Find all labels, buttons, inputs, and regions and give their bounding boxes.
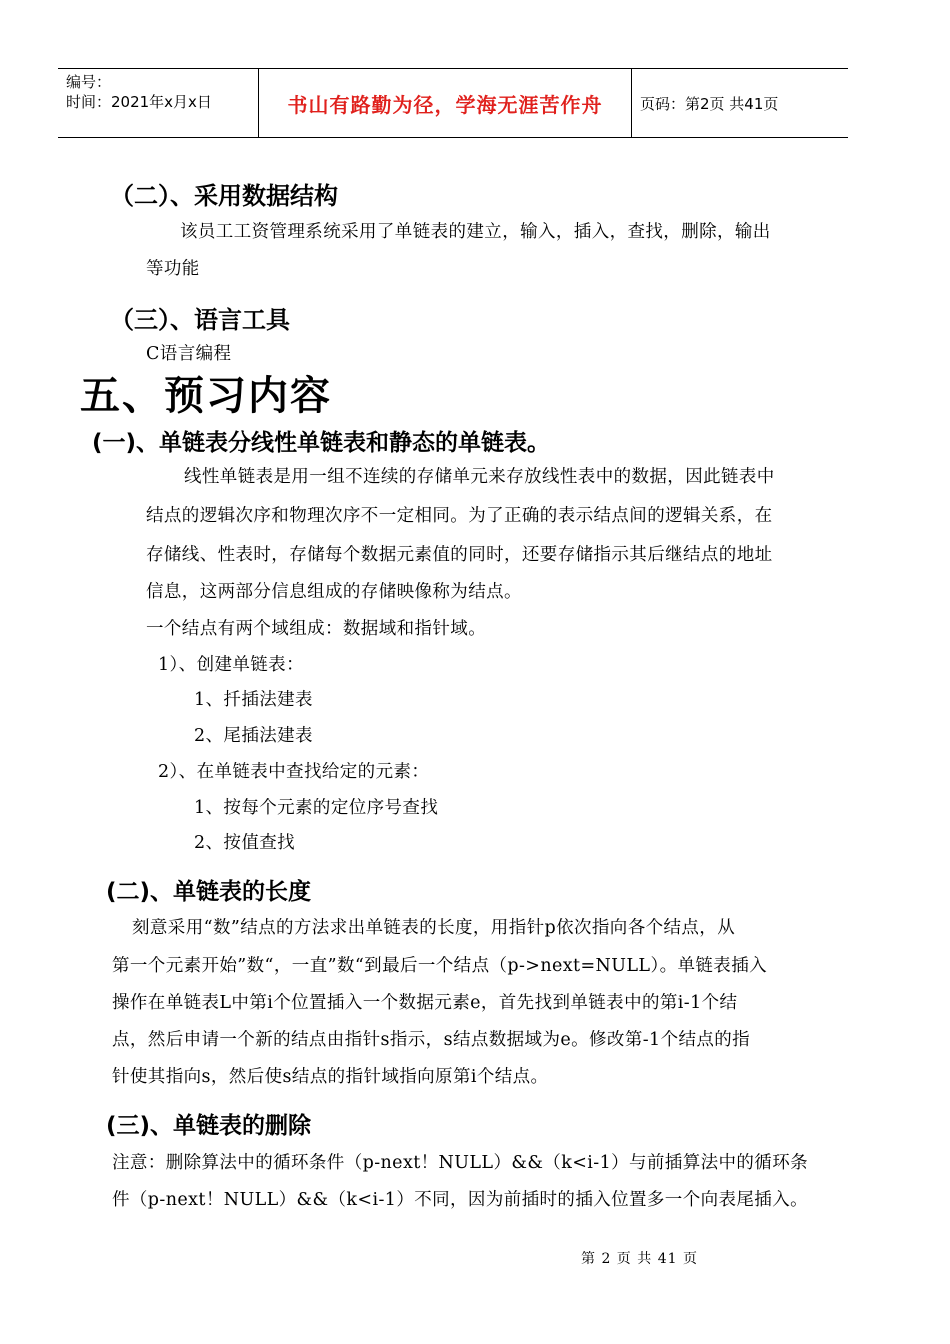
paragraph-line: 第一个元素开始”数“，一直”数“到最后一个结点（p->next=NULL）。单链表插入 (112, 956, 768, 976)
paragraph-line: 操作在单链表L中第i个位置插入一个数据元素e，首先找到单链表中的第i-1个结 (112, 993, 738, 1013)
page-header (58, 68, 848, 138)
paragraph-line: 一个结点有两个域组成：数据域和指针域。 (146, 619, 487, 639)
subsection-heading-length: (二)、单链表的长度 (106, 879, 312, 905)
paragraph-line: 针使其指向s，然后使s结点的指针域指向原第i个结点。 (112, 1067, 549, 1087)
section-heading-language-tool: （三）、语言工具 (110, 306, 290, 334)
paragraph-line: C语言编程 (146, 344, 232, 364)
list-item: 2）、在单链表中查找给定的元素： (158, 762, 430, 782)
list-item: 2、按值查找 (194, 833, 296, 853)
subsection-heading-deletion: (三)、单链表的删除 (106, 1113, 312, 1139)
paragraph-line: 刻意采用“数”结点的方法求出单链表的长度，用指针p依次指向各个结点，从 (132, 918, 736, 938)
paragraph-line: 点，然后申请一个新的结点由指针s指示，s结点数据域为e。修改第-1个结点的指 (112, 1030, 751, 1050)
subsection-heading-linked-list-types: (一)、单链表分线性单链表和静态的单链表。 (92, 430, 551, 456)
list-item: 1、按每个元素的定位序号查找 (194, 798, 439, 818)
paragraph-line: 件（p-next！NULL）&&（k<i-1）不同，因为前插时的插入位置多一个向表尾插入。 (112, 1190, 809, 1210)
paragraph-line: 线性单链表是用一组不连续的存储单元来存放线性表中的数据，因此链表中 (184, 467, 775, 487)
page-footer: 第 2 页 共 41 页 (581, 1251, 698, 1267)
section-heading-data-structure: （二）、采用数据结构 (110, 182, 338, 210)
header-time-label: 时间：2021年x月x日 (66, 93, 212, 111)
chapter-title: 五、预习内容 (80, 373, 332, 419)
paragraph-line: 等功能 (146, 259, 200, 279)
paragraph-line: 存储线、性表时，存储每个数据元素值的同时，还要存储指示其后继结点的地址 (146, 545, 773, 565)
header-number-label: 编号： (66, 73, 112, 91)
list-item: 1）、创建单链表： (158, 655, 304, 675)
paragraph-line: 该员工工资管理系统采用了单链表的建立，输入，插入，查找，删除，输出 (180, 222, 771, 242)
header-page-info: 页码：第2页 共41页 (640, 94, 779, 113)
header-right-cell (631, 69, 848, 137)
header-motto: 书山有路勤为径，学海无涯苦作舟 (287, 92, 603, 117)
list-item: 2、尾插法建表 (194, 726, 313, 746)
list-item: 1、扦插法建表 (194, 690, 313, 710)
paragraph-line: 信息，这两部分信息组成的存储映像称为结点。 (146, 582, 522, 602)
header-left-cell (58, 69, 258, 137)
header-middle-cell (258, 69, 632, 137)
paragraph-line: 结点的逻辑次序和物理次序不一定相同。为了正确的表示结点间的逻辑关系，在 (146, 506, 773, 526)
paragraph-line: 注意：删除算法中的循环条件（p-next！NULL）&&（k<i-1）与前插算法中的循环条 (112, 1153, 809, 1173)
